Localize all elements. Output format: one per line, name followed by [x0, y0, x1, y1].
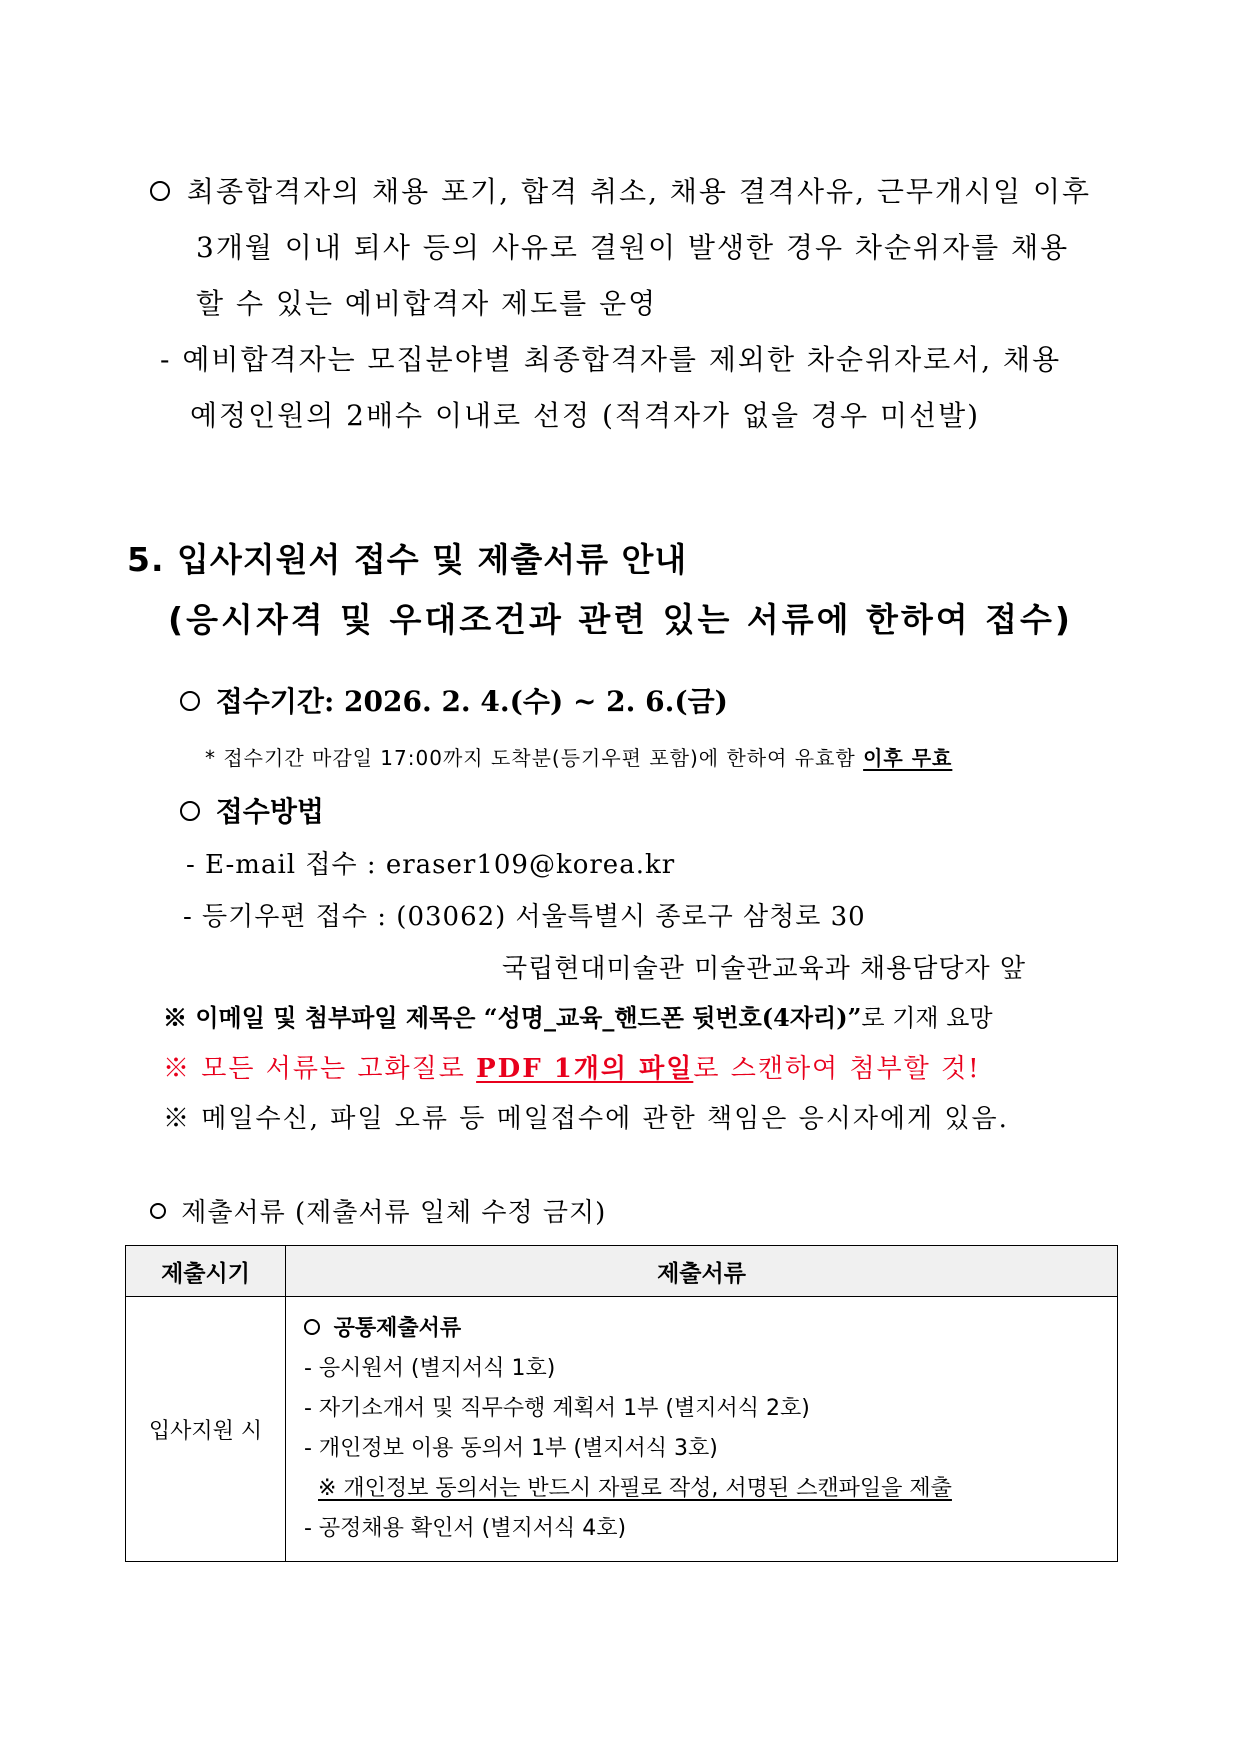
post-line: - 등기우편 접수 : (03062) 서울특별시 종로구 삼청로 30 — [183, 902, 866, 932]
circle-bullet-icon — [150, 181, 170, 201]
notice-pdf — [163, 1048, 981, 1085]
period-note-text: * 접수기간 마감일 17:00까지 도착분(등기우편 포함)에 한하여 유효함 — [205, 746, 864, 770]
notice-pdf-post: 로 스캔하여 첨부할 것! — [693, 1054, 981, 1084]
notice-email-bold: ※ 이메일 및 첨부파일 제목은 “성명_교육_핸드폰 뒷번호(4자리)” — [163, 1003, 862, 1032]
circle-bullet-icon — [180, 691, 200, 711]
para1-line2: 3개월 이내 퇴사 등의 사유로 결원이 발생한 경우 차순위자를 채용 — [196, 231, 1070, 264]
header-when: 제출시기 — [126, 1246, 286, 1297]
consent-note: ※ 개인정보 동의서는 반드시 자필로 작성, 서명된 스캔파일을 제출 — [318, 1476, 952, 1501]
method-label: 접수방법 — [215, 795, 324, 828]
table-row — [126, 1297, 1118, 1562]
email-line: - E-mail 접수 : eraser109@korea.kr — [186, 850, 676, 880]
list-item: - 개인정보 이용 동의서 1부 (별지서식 3호) — [304, 1436, 718, 1461]
post-address-2: 국립현대미술관 미술관교육과 채용담당자 앞 — [502, 954, 1026, 984]
circle-bullet-icon — [304, 1319, 320, 1335]
para1-line1 — [150, 170, 1091, 210]
notice-responsibility: ※ 메일수신, 파일 오류 등 메일접수에 관한 책임은 응시자에게 있음. — [163, 1104, 1009, 1134]
header-docs: 제출서류 — [286, 1246, 1118, 1297]
common-docs-title — [304, 1309, 1099, 1349]
para1-dash1: - 예비합격자는 모집분야별 최종합격자를 제외한 차순위자로서, 채용 — [160, 343, 1062, 376]
list-item: - 응시원서 (별지서식 1호) — [304, 1356, 556, 1381]
para1-line1-text: 최종합격자의 채용 포기, 합격 취소, 채용 결격사유, 근무개시일 이후 — [186, 175, 1092, 208]
para1-line3: 할 수 있는 예비합격자 제도를 운영 — [196, 287, 658, 320]
docs-label-line — [150, 1192, 606, 1229]
list-item: - 공정채용 확인서 (별지서식 4호) — [304, 1516, 627, 1541]
period-note-emph: 이후 무효 — [863, 746, 953, 770]
notice-email-title — [163, 998, 993, 1033]
common-docs-title-text: 공통제출서류 — [333, 1316, 462, 1341]
method-line — [180, 790, 324, 830]
para1-dash2: 예정인원의 2배수 이내로 선정 (적격자가 없을 경우 미선발) — [190, 399, 981, 432]
cell-when: 입사지원 시 — [126, 1297, 286, 1562]
section-subtitle: (응시자격 및 우대조건과 관련 있는 서류에 한하여 접수) — [168, 600, 1073, 639]
period-note — [205, 742, 952, 771]
notice-email-rest: 로 기재 요망 — [861, 1004, 993, 1032]
notice-pdf-pre: ※ 모든 서류는 고화질로 — [163, 1054, 477, 1084]
docs-label: 제출서류 (제출서류 일체 수정 금지) — [181, 1198, 607, 1228]
list-item: - 자기소개서 및 직무수행 계획서 1부 (별지서식 2호) — [304, 1396, 810, 1421]
circle-bullet-icon — [150, 1203, 166, 1219]
notice-pdf-emph: PDF 1개의 파일 — [476, 1054, 694, 1084]
period-label: 접수기간: 2026. 2. 4.(수) ~ 2. 6.(금) — [215, 685, 728, 718]
cell-docs — [286, 1297, 1118, 1562]
period-line — [180, 680, 728, 720]
section-title: 5. 입사지원서 접수 및 제출서류 안내 — [127, 540, 688, 579]
table-header-row — [126, 1246, 1118, 1297]
circle-bullet-icon — [180, 801, 200, 821]
documents-table — [125, 1245, 1118, 1562]
